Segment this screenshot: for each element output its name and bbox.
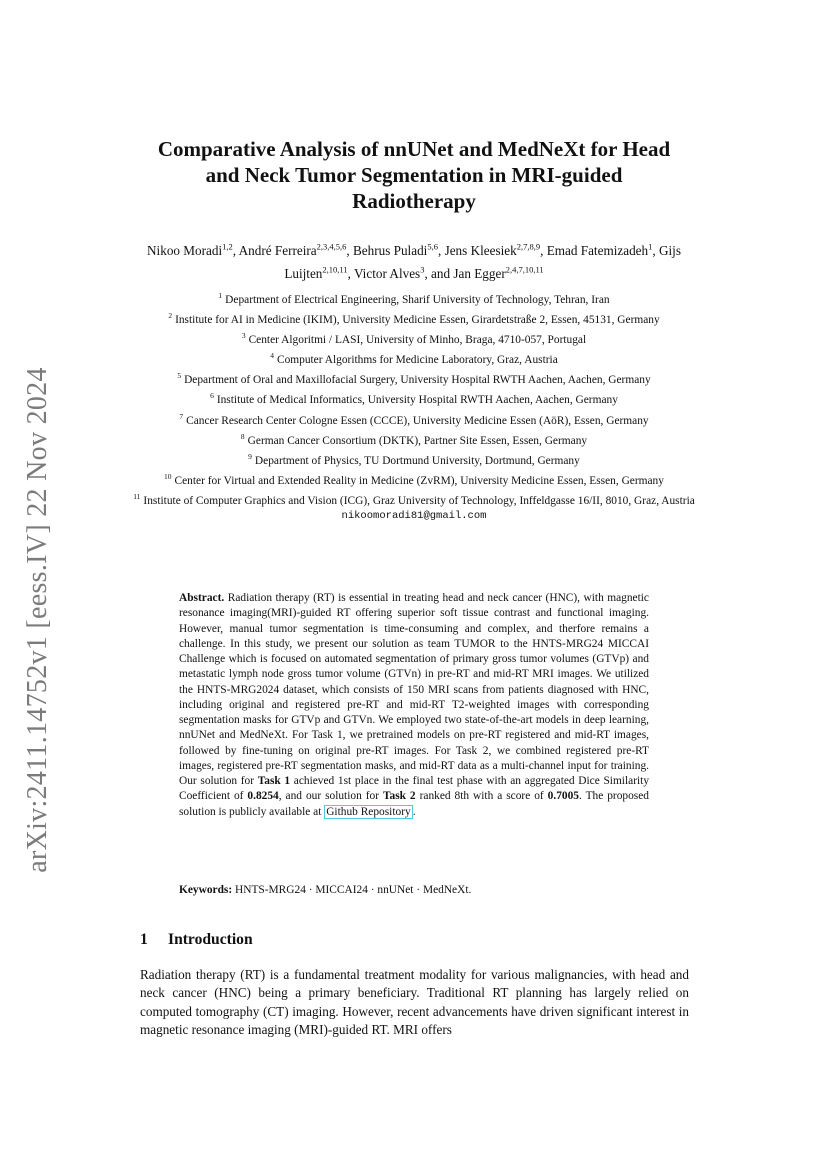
- author: Nikoo Moradi$^{1,2}$,: [147, 242, 239, 259]
- abstract-label: Abstract.: [179, 592, 225, 604]
- arxiv-identifier: arXiv:2411.14752v1 [eess.IV] 22 Nov 2024: [22, 367, 53, 873]
- author: Jan Egger$^{2,4,7,10,11}$: [453, 264, 544, 281]
- author: Jens Kleesiek$^{2,7,8,9}$,: [444, 242, 547, 259]
- introduction-paragraph: Radiation therapy (RT) is a fundamental treatment modality for various malignancies, with head and neck cancer (HNC) being a primary beneficiary. Traditional RT planning has largely relied on computed tomography (CT) imaging. However, recent advancements have driven significant interest in magnetic resonance imaging (MRI)-guided RT. MRI offers: [140, 967, 689, 1037]
- keywords: Keywords: HNTS-MRG24 · MICCAI24 · nnUNet · MedNeXt.: [179, 884, 472, 896]
- affiliation: $^7$ Cancer Research Center Cologne Essen (CCCE), University Medicine Essen (AöR), Essen, Germany: [179, 411, 649, 427]
- author: Emad Fatemizadeh$^1$,: [546, 242, 659, 259]
- affiliation-list: [132, 288, 696, 524]
- affiliation: $^3$ Center Algoritmi / LASI, University of Minho, Braga, 4710-057, Portugal: [241, 331, 587, 346]
- affiliation: $^5$ Department of Oral and Maxillofacial Surgery, University Hospital RWTH Aachen, Aachen, Germany: [177, 371, 651, 387]
- section-heading: [140, 930, 688, 950]
- affiliation: $^4$ Computer Algorithms for Medicine Laboratory, Graz, Austria: [270, 351, 558, 367]
- author: Gijs Luijten$^{2,10,11}$,: [284, 243, 681, 281]
- author: Behrus Puladi$^{5,6}$,: [352, 242, 445, 259]
- author-list: [138, 238, 690, 283]
- affiliation: $^8$ German Cancer Consortium (DKTK), Partner Site Essen, Essen, Germany: [240, 431, 588, 447]
- keywords-label: Keywords:: [179, 884, 233, 896]
- affiliation: $^1$ Department of Electrical Engineering, Sharif University of Technology, Tehran, Iran: [218, 291, 610, 306]
- section-title: Introduction: [168, 931, 253, 948]
- affiliation: $^6$ Institute of Medical Informatics, University Hospital RWTH Aachen, Aachen, Germany: [210, 391, 618, 407]
- affiliation: $^2$ Institute for AI in Medicine (IKIM), University Medicine Essen, Girardetstraße 2, Essen, 45131, Germany: [168, 311, 660, 326]
- github-repository-link[interactable]: Github Repository: [326, 805, 411, 818]
- corresponding-email[interactable]: nikoomoradi81@gmail.com: [341, 510, 487, 523]
- author: Victor Alves$^3$, and: [353, 264, 454, 281]
- affiliation: $^{11}$ Institute of Computer Graphics and Vision (ICG), Graz University of Technology, Inffeldgasse 16/II, 8010, Graz, Austria: [133, 491, 695, 507]
- section-number: 1: [140, 931, 148, 948]
- paper-title: Comparative Analysis of nnUNet and MedNeXt for Head and Neck Tumor Segmentation in MRI-guided Radiotherapy: [157, 137, 671, 213]
- author: André Ferreira$^{2,3,4,5,6}$,: [238, 242, 353, 259]
- abstract: Abstract. Radiation therapy (RT) is essential in treating head and neck cancer (HNC), with magnetic resonance imaging(MRI)-guided RT offering superior soft tissue contrast and functional imaging. However, manual tumor segmentation is time-consuming and complex, and therfore remains a challenge. In this study, we present our solution as team TUMOR to the HNTS-MRG24 MICCAI Challenge which is focused on automated segmentation of primary gross tumor volumes (GTVp) and metastatic lymph node gross tumor volume (GTVn) in pre-RT and mid-RT MRI images. We utilized the HNTS-MRG2024 dataset, which consists of 150 MRI scans from patients diagnosed with HNC, including original and registered pre-RT and mid-RT T2-weighted images with corresponding segmentation masks for GTVp and GTVn. We employed two state-of-the-art models in deep learning, nnUNet and MedNeXt. For Task 1, we pretrained models on pre-RT registered and mid-RT images, followed by fine-tuning on original pre-RT images. For Task 2, we combined registered pre-RT images, registered pre-RT segmentation masks, and mid-RT data as a multi-channel input for training. Our solution for Task 1 achieved 1st place in the final test phase with an aggregated Dice Similarity Coefficient of 0.8254, and our solution for Task 2 ranked 8th with a score of 0.7005. The proposed solution is publicly available at Github Repository .: [179, 592, 650, 818]
- affiliation: $^9$ Department of Physics, TU Dortmund University, Dortmund, Germany: [248, 451, 580, 467]
- affiliation: $^{10}$ Center for Virtual and Extended Reality in Medicine (ZvRM), University Medicine Essen, Essen, Germany: [164, 471, 664, 487]
